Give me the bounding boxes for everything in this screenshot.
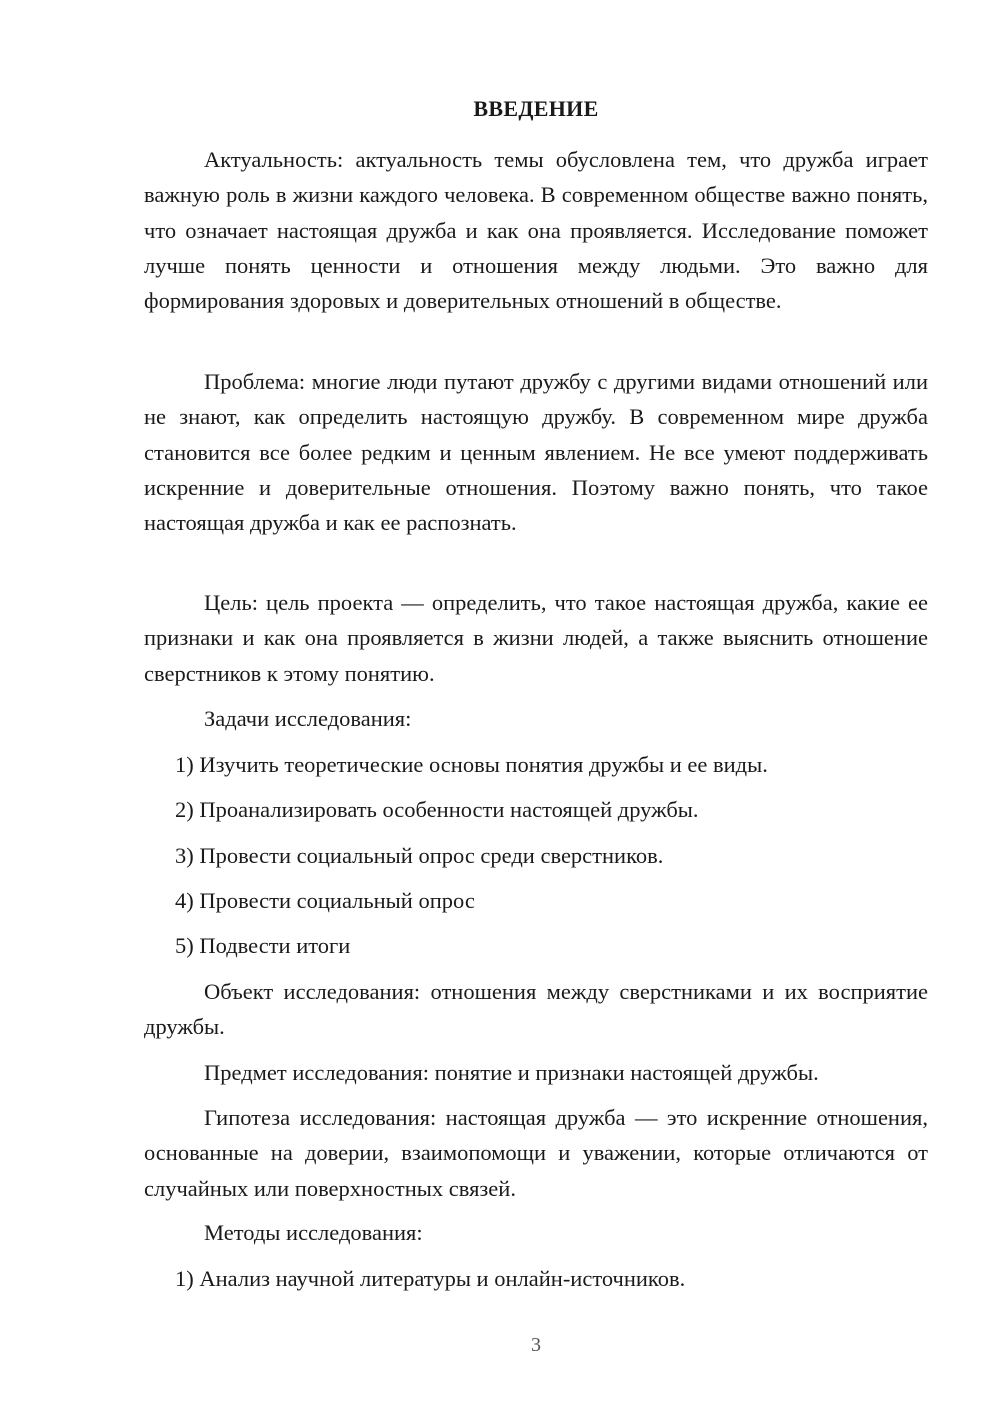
task-item-number: 1)	[175, 752, 194, 777]
paragraph-object: Объект исследования: отношения между сверстниками и их восприятие дружбы.	[144, 979, 928, 1040]
task-item	[175, 883, 935, 918]
task-item-number: 2)	[175, 797, 194, 822]
method-item-number: 1)	[175, 1266, 194, 1291]
tasks-label: Задачи исследования:	[204, 706, 412, 731]
task-item	[175, 928, 935, 963]
task-item-text: Изучить теоретические основы понятия дружбы и ее виды.	[199, 752, 768, 777]
method-item	[175, 1261, 935, 1296]
task-item-text: Подвести итоги	[199, 933, 351, 958]
paragraph-hypothesis: Гипотеза исследования: настоящая дружба — это искренние отношения, основанные на доверии, взаимопомощи и уважении, которые отличаются от случайных или поверхностных связей.	[144, 1105, 928, 1201]
page-number: 3	[531, 1334, 541, 1356]
task-item-text: Провести социальный опрос	[199, 888, 475, 913]
task-item	[175, 838, 935, 873]
paragraph-goal: Цель: цель проекта — определить, что такое настоящая дружба, какие ее признаки и как она проявляется в жизни людей, а также выяснить отношение сверстников к этому понятию.	[144, 590, 928, 686]
paragraph-subject: Предмет исследования: понятие и признаки настоящей дружбы.	[204, 1060, 819, 1085]
task-item	[175, 747, 935, 782]
task-item-number: 4)	[175, 888, 194, 913]
task-item-number: 3)	[175, 843, 194, 868]
section-heading: ВВЕДЕНИЕ	[473, 96, 599, 121]
paragraph-relevance: Актуальность: актуальность темы обусловлена тем, что дружба играет важную роль в жизни каждого человека. В современном обществе важно понять, что означает настоящая дружба и как она проявляется. Исследование поможет лучше понять ценности и отношения между людьми. Это важно для формирования здоровых и доверительных отношений в обществе.	[144, 147, 928, 314]
task-item-text: Провести социальный опрос среди сверстников.	[199, 843, 664, 868]
method-item-text: Анализ научной литературы и онлайн-источников.	[199, 1266, 686, 1291]
task-item	[175, 792, 935, 827]
methods-label: Методы исследования:	[204, 1220, 423, 1245]
task-item-text: Проанализировать особенности настоящей дружбы.	[199, 797, 699, 822]
paragraph-problem: Проблема: многие люди путают дружбу с другими видами отношений или не знают, как определить настоящую дружбу. В современном мире дружба становится все более редким и ценным явлением. Не все умеют поддерживать искренние и доверительные отношения. Поэтому важно понять, что такое настоящая дружба и как ее распознать.	[144, 369, 928, 536]
task-item-number: 5)	[175, 933, 194, 958]
